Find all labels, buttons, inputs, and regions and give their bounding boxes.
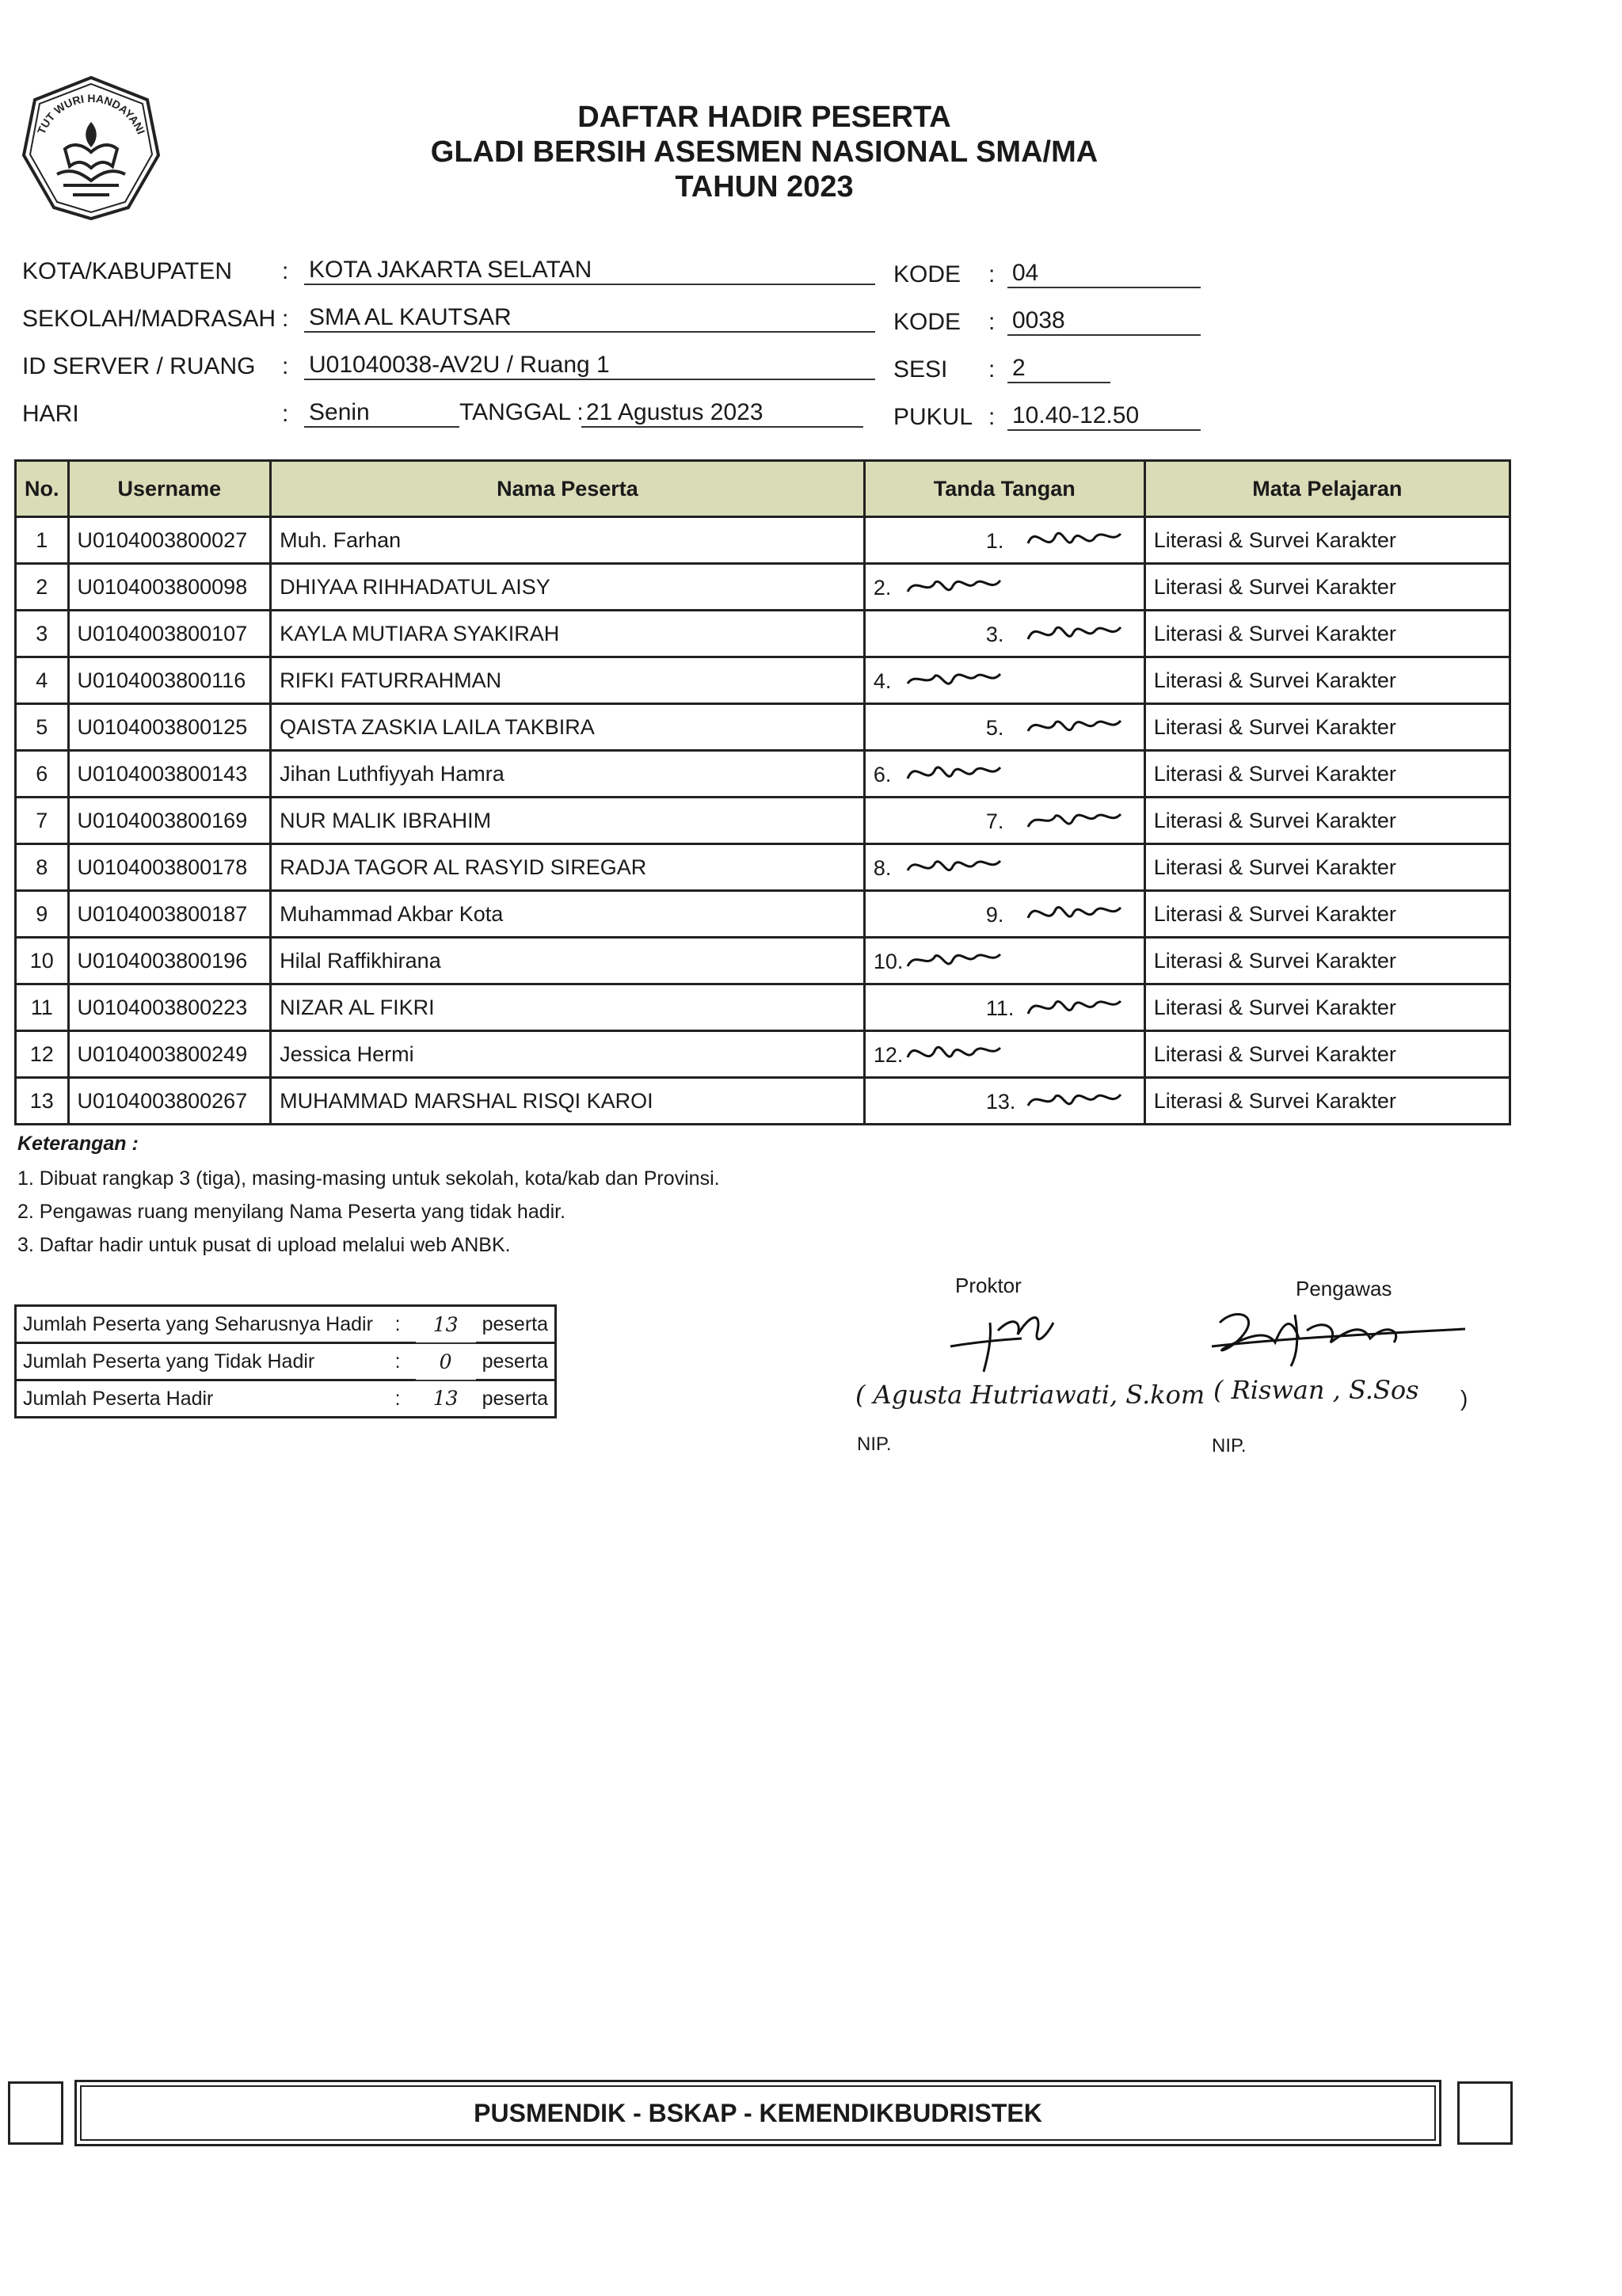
table-row — [16, 564, 1510, 611]
row-no: 6 — [16, 751, 69, 798]
jumlah-value: 13 — [416, 1306, 476, 1343]
hari-value: Senin — [304, 399, 459, 428]
signature-number: 2. — [873, 576, 892, 600]
row-signature-cell — [864, 938, 1144, 984]
row-nama: Jihan Luthfiyyah Hamra — [271, 751, 865, 798]
keterangan-title: Keterangan : — [17, 1133, 139, 1155]
server-label: ID SERVER / RUANG — [22, 353, 256, 379]
handwritten-signature — [904, 566, 1007, 607]
table-row — [16, 891, 1510, 938]
note-1: 1. Dibuat rangkap 3 (tiga), masing-masing untuk sekolah, kota/kab dan Provinsi. — [17, 1167, 720, 1190]
signature-number: 12. — [873, 1043, 904, 1067]
row-nama: NIZAR AL FIKRI — [271, 984, 865, 1031]
pengawas-signature — [1204, 1299, 1473, 1370]
row-signature-cell — [864, 1031, 1144, 1078]
proktor-label: Proktor — [955, 1274, 1022, 1297]
handwritten-signature — [1024, 893, 1127, 935]
row-no: 7 — [16, 798, 69, 844]
row-mata-pelajaran: Literasi & Survei Karakter — [1144, 517, 1510, 564]
table-row — [16, 751, 1510, 798]
attendance-table — [14, 459, 1511, 1125]
handwritten-signature — [904, 660, 1007, 701]
colon: : — [389, 1306, 416, 1343]
colon: : — [394, 1387, 401, 1410]
row-username: U0104003800116 — [68, 657, 271, 704]
jumlah-label: Jumlah Peserta yang Tidak Hadir — [16, 1343, 389, 1380]
kota-value: KOTA JAKARTA SELATAN — [304, 257, 875, 285]
row-no: 5 — [16, 704, 69, 751]
row-signature-cell — [864, 657, 1144, 704]
header-username: Username — [68, 461, 271, 517]
jumlah-label: Jumlah Peserta yang Seharusnya Hadir — [16, 1306, 389, 1343]
row-username: U0104003800187 — [68, 891, 271, 938]
signature-number: 11. — [985, 996, 1015, 1020]
row-nama: QAISTA ZASKIA LAILA TAKBIRA — [271, 704, 865, 751]
handwritten-signature — [904, 1034, 1007, 1075]
proktor-name: ( Agusta Hutriawati, S.kom — [855, 1380, 1205, 1410]
pengawas-close-paren: ) — [1460, 1386, 1468, 1411]
signature-number: 5. — [985, 716, 1004, 740]
sekolah-value: SMA AL KAUTSAR — [304, 304, 875, 333]
jumlah-unit: peserta — [476, 1306, 556, 1343]
signature-number: 8. — [873, 856, 892, 880]
row-signature-cell — [864, 891, 1144, 938]
kode-sekolah-label: KODE — [893, 309, 961, 335]
row-no: 1 — [16, 517, 69, 564]
kode-sekolah-value: 0038 — [1007, 307, 1201, 336]
handwritten-signature — [1024, 613, 1127, 654]
signature-number: 13. — [985, 1090, 1016, 1114]
row-username: U0104003800249 — [68, 1031, 271, 1078]
row-no: 11 — [16, 984, 69, 1031]
colon: : — [988, 309, 996, 335]
row-no: 4 — [16, 657, 69, 704]
row-nama: Muhammad Akbar Kota — [271, 891, 865, 938]
kode-kota-label: KODE — [893, 261, 961, 287]
handwritten-signature — [904, 753, 1007, 794]
row-username: U0104003800178 — [68, 844, 271, 891]
sekolah-label: SEKOLAH/MADRASAH — [22, 306, 276, 332]
row-nama: Jessica Hermi — [271, 1031, 865, 1078]
signature-number: 4. — [873, 669, 892, 693]
row-signature-cell — [864, 798, 1144, 844]
table-row — [16, 844, 1510, 891]
row-nama: MUHAMMAD MARSHAL RISQI KAROI — [271, 1078, 865, 1125]
row-mata-pelajaran: Literasi & Survei Karakter — [1144, 891, 1510, 938]
row-username: U0104003800125 — [68, 704, 271, 751]
row-username: U0104003800196 — [68, 938, 271, 984]
jumlah-row-seharusnya — [16, 1306, 556, 1343]
table-row — [16, 704, 1510, 751]
row-username: U0104003800169 — [68, 798, 271, 844]
row-signature-cell — [864, 844, 1144, 891]
row-nama: DHIYAA RIHHADATUL AISY — [271, 564, 865, 611]
row-signature-cell — [864, 564, 1144, 611]
row-no: 3 — [16, 611, 69, 657]
row-nama: NUR MALIK IBRAHIM — [271, 798, 865, 844]
title-line-1: DAFTAR HADIR PESERTA — [577, 101, 951, 134]
handwritten-signature — [1024, 520, 1127, 561]
handwritten-signature — [1024, 706, 1127, 748]
tanggal-label: TANGGAL : — [459, 399, 584, 425]
tanggal-value: 21 Agustus 2023 — [581, 399, 863, 428]
title-line-2: GLADI BERSIH ASESMEN NASIONAL SMA/MA — [430, 135, 1098, 169]
jumlah-unit: peserta — [482, 1387, 548, 1410]
row-username: U0104003800267 — [68, 1078, 271, 1125]
row-nama: Muh. Farhan — [271, 517, 865, 564]
row-no: 10 — [16, 938, 69, 984]
signature-number: 9. — [985, 903, 1004, 927]
row-signature-cell — [864, 751, 1144, 798]
pengawas-nip: NIP. — [1212, 1435, 1247, 1456]
row-mata-pelajaran: Literasi & Survei Karakter — [1144, 704, 1510, 751]
table-row — [16, 1031, 1510, 1078]
row-mata-pelajaran: Literasi & Survei Karakter — [1144, 798, 1510, 844]
row-mata-pelajaran: Literasi & Survei Karakter — [1144, 938, 1510, 984]
signature-number: 7. — [985, 809, 1004, 833]
table-row — [16, 611, 1510, 657]
jumlah-value: 0 — [416, 1343, 476, 1380]
row-mata-pelajaran: Literasi & Survei Karakter — [1144, 564, 1510, 611]
row-no: 12 — [16, 1031, 69, 1078]
signature-number: 10. — [873, 950, 904, 973]
colon: : — [282, 258, 289, 284]
server-value: U01040038-AV2U / Ruang 1 — [304, 352, 875, 380]
row-username: U0104003800143 — [68, 751, 271, 798]
header-nama: Nama Peserta — [271, 461, 865, 517]
svg-text:TUT WURI HANDAYANI: TUT WURI HANDAYANI — [34, 91, 148, 136]
table-row — [16, 517, 1510, 564]
signature-number: 1. — [985, 529, 1004, 553]
jumlah-row-tidak-hadir — [16, 1343, 556, 1380]
table-row — [16, 938, 1510, 984]
table-row — [16, 1078, 1510, 1125]
colon: : — [282, 401, 289, 427]
footer-banner — [74, 2080, 1441, 2146]
handwritten-signature — [904, 847, 1007, 888]
signature-number: 3. — [985, 623, 1004, 646]
colon: : — [988, 404, 996, 430]
sesi-value: 2 — [1007, 355, 1110, 383]
row-mata-pelajaran: Literasi & Survei Karakter — [1144, 657, 1510, 704]
colon: : — [988, 261, 996, 287]
signature-number: 6. — [873, 763, 892, 786]
note-2: 2. Pengawas ruang menyilang Nama Peserta yang tidak hadir. — [17, 1201, 566, 1223]
pukul-label: PUKUL — [893, 404, 973, 430]
row-mata-pelajaran: Literasi & Survei Karakter — [1144, 1078, 1510, 1125]
table-row — [16, 984, 1510, 1031]
row-signature-cell — [864, 704, 1144, 751]
kota-label: KOTA/KABUPATEN — [22, 258, 233, 284]
table-row — [16, 798, 1510, 844]
row-signature-cell — [864, 611, 1144, 657]
table-header-row — [16, 461, 1510, 517]
row-no: 8 — [16, 844, 69, 891]
jumlah-label: Jumlah Peserta Hadir — [23, 1387, 214, 1410]
colon: : — [282, 353, 289, 379]
handwritten-signature — [1024, 987, 1127, 1028]
row-signature-cell — [864, 984, 1144, 1031]
colon: : — [988, 356, 996, 383]
header-no: No. — [16, 461, 69, 517]
jumlah-value: 13 — [416, 1380, 476, 1418]
hari-label: HARI — [22, 401, 79, 427]
row-nama: Hilal Raffikhirana — [271, 938, 865, 984]
jumlah-unit: peserta — [476, 1343, 556, 1380]
colon: : — [282, 306, 289, 332]
row-nama: KAYLA MUTIARA SYAKIRAH — [271, 611, 865, 657]
row-username: U0104003800027 — [68, 517, 271, 564]
row-no: 2 — [16, 564, 69, 611]
note-3: 3. Daftar hadir untuk pusat di upload melalui web ANBK. — [17, 1234, 511, 1256]
row-no: 9 — [16, 891, 69, 938]
handwritten-signature — [1024, 800, 1127, 841]
proktor-signature — [942, 1299, 1061, 1378]
pukul-value: 10.40-12.50 — [1007, 402, 1201, 431]
row-nama: RIFKI FATURRAHMAN — [271, 657, 865, 704]
row-username: U0104003800098 — [68, 564, 271, 611]
row-username: U0104003800107 — [68, 611, 271, 657]
row-signature-cell — [864, 1078, 1144, 1125]
jumlah-table — [14, 1304, 557, 1418]
footer-box-right — [1457, 2081, 1513, 2145]
row-username: U0104003800223 — [68, 984, 271, 1031]
row-signature-cell — [864, 517, 1144, 564]
header-mata-pelajaran: Mata Pelajaran — [1144, 461, 1510, 517]
sesi-label: SESI — [893, 356, 948, 383]
handwritten-signature — [1024, 1080, 1127, 1121]
pengawas-label: Pengawas — [1296, 1277, 1392, 1300]
proktor-nip: NIP. — [857, 1434, 892, 1455]
row-mata-pelajaran: Literasi & Survei Karakter — [1144, 611, 1510, 657]
kode-kota-value: 04 — [1007, 260, 1201, 288]
row-mata-pelajaran: Literasi & Survei Karakter — [1144, 1031, 1510, 1078]
row-mata-pelajaran: Literasi & Survei Karakter — [1144, 844, 1510, 891]
table-row — [16, 657, 1510, 704]
colon: : — [389, 1343, 416, 1380]
jumlah-row-hadir — [16, 1380, 556, 1418]
title-line-3: TAHUN 2023 — [675, 170, 854, 204]
footer-text: PUSMENDIK - BSKAP - KEMENDIKBUDRISTEK — [474, 2099, 1042, 2127]
row-nama: RADJA TAGOR AL RASYID SIREGAR — [271, 844, 865, 891]
handwritten-signature — [904, 940, 1007, 981]
row-mata-pelajaran: Literasi & Survei Karakter — [1144, 751, 1510, 798]
footer-box-left — [8, 2081, 63, 2145]
header-tanda-tangan: Tanda Tangan — [864, 461, 1144, 517]
row-mata-pelajaran: Literasi & Survei Karakter — [1144, 984, 1510, 1031]
row-no: 13 — [16, 1078, 69, 1125]
pengawas-name: ( Riswan , S.Sos — [1213, 1375, 1419, 1405]
